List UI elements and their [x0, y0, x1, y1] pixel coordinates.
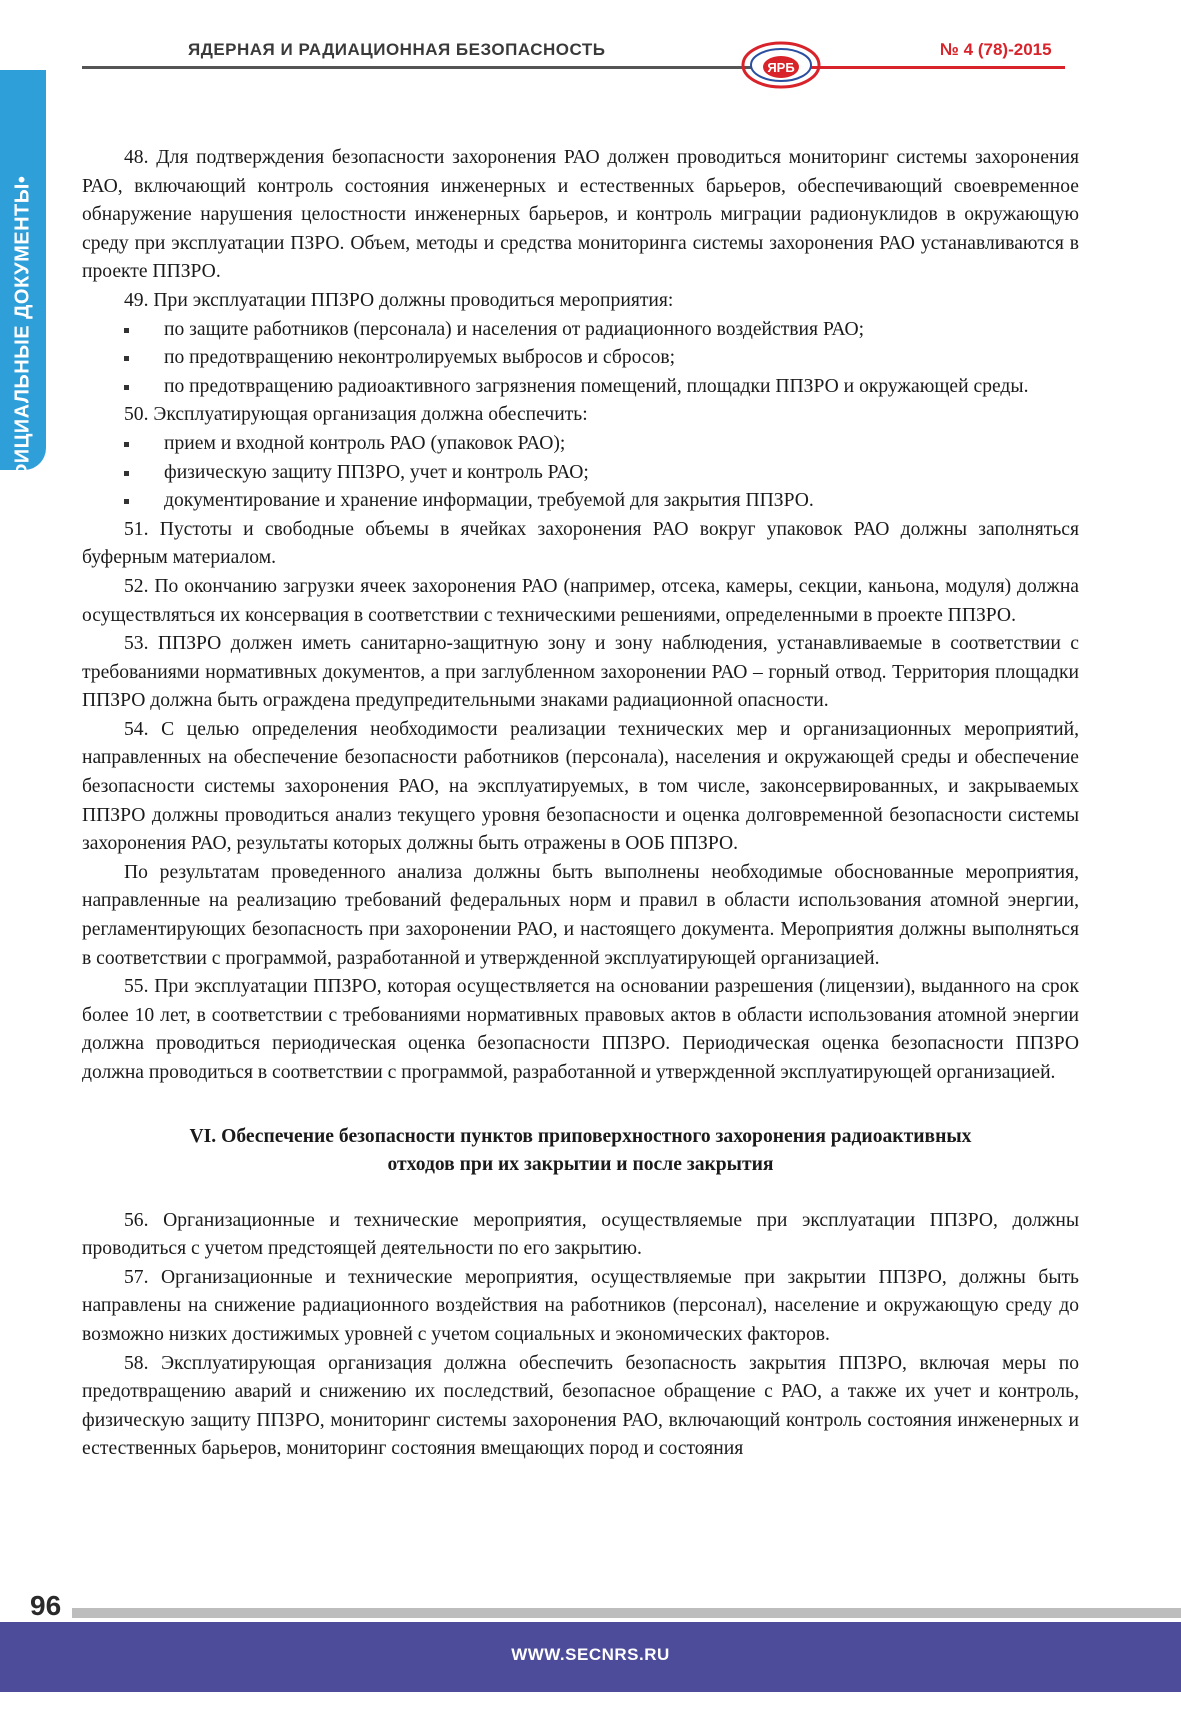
list-item: физическую защиту ППЗРО, учет и контроль РАО;: [82, 459, 1079, 488]
list-item: по предотвращению неконтролируемых выбросов и сбросов;: [82, 344, 1079, 373]
website-link[interactable]: WWW.SECNRS.RU: [511, 1645, 670, 1664]
logo-text: ЯРБ: [767, 60, 795, 75]
section-heading: [82, 1123, 1079, 1179]
side-tab-label: •ОФИЦИАЛЬНЫЕ ДОКУМЕНТЫ•: [11, 175, 34, 505]
header-divider-red: [810, 66, 1065, 69]
section-side-tab: [0, 70, 46, 505]
paragraph-53: 53. ППЗРО должен иметь санитарно-защитную зону и зону наблюдения, устанавливаемые в соответствии с требованиями нормативных документов, а при заглубленном захоронении РАО – горный отвод. Территория площадки ППЗРО должна быть ограждена предупредительными знаками радиационной опасности.: [82, 633, 1079, 712]
list-item: по предотвращению радиоактивного загрязнения помещений, площадки ППЗРО и окружающей среды.: [82, 373, 1079, 402]
page-number: 96: [30, 1590, 62, 1621]
paragraph-48: 48. Для подтверждения безопасности захоронения РАО должен проводиться мониторинг системы захоронения РАО, включающий контроль состояния инженерных и естественных барьеров, обеспечивающий своевременное обнаружение нарушения целостности инженерных барьеров, и контроль миграции радионуклидов в окружающую среду при эксплуатации ПЗРО. Объем, методы и средства мониторинга системы захоронения РАО устанавливаются в проекте ППЗРО.: [82, 147, 1079, 283]
paragraph-51: 51. Пустоты и свободные объемы в ячейках захоронения РАО вокруг упаковок РАО должны заполняться буферным материалом.: [82, 518, 1079, 569]
journal-title: ЯДЕРНАЯ И РАДИАЦИОННАЯ БЕЗОПАСНОСТЬ: [188, 40, 606, 59]
paragraph-54: 54. С целью определения необходимости реализации технических мер и организационных мероприятий, направленных на обеспечение безопасности работников (персонала), населения и окружающей среды и обеспечение безопасности системы захоронения РАО, на эксплуатируемых, в том числе, законсервированных, и закрываемых ППЗРО должны проводиться анализ текущего уровня безопасности и оценка долговременной безопасности системы захоронения РАО, результаты которых должны быть отражены в ООБ ППЗРО.: [82, 718, 1079, 855]
list-item: документирование и хранение информации, требуемой для закрытия ППЗРО.: [82, 487, 1079, 516]
section-heading-line-1: VI. Обеспечение безопасности пунктов приповерхностного захоронения радиоактивных: [189, 1125, 972, 1147]
paragraph-52: 52. По окончанию загрузки ячеек захоронения РАО (например, отсека, камеры, секции, каньона, модуля) должна осуществляться их консервация в соответствии с техническими решениями, определенными в проекте ППЗРО.: [82, 575, 1079, 626]
issue-number: № 4 (78)-2015: [940, 40, 1052, 59]
paragraph-50: 50. Эксплуатирующая организация должна обеспечить:: [124, 404, 588, 426]
document-body: [82, 144, 1079, 1464]
paragraph-57: 57. Организационные и технические мероприятия, осуществляемые при закрытии ППЗРО, должны быть направлены на снижение радиационного воздействия на работников (персонал), население и окружающую среду до возможно низких достижимых уровней с учетом социальных и экономических факторов.: [82, 1266, 1079, 1345]
list-item: прием и входной контроль РАО (упаковок РАО);: [82, 430, 1079, 459]
list-item: по защите работников (персонала) и населения от радиационного воздействия РАО;: [82, 316, 1079, 345]
paragraph-55: 55. При эксплуатации ППЗРО, которая осуществляется на основании разрешения (лицензии), выданного на срок более 10 лет, в соответствии с требованиями нормативных правовых актов в области использования атомной энергии должна проводиться периодическая оценка безопасности ППЗРО. Периодическая оценка безопасности ППЗРО должна проводиться в соответствии с программой, разработанной и утвержденной эксплуатирующей организацией.: [82, 976, 1079, 1083]
paragraph-54-continuation: По результатам проведенного анализа должны быть выполнены необходимые обоснованные мероприятия, направленные на реализацию требований федеральных норм и правил в области использования атомной энергии, регламентирующих безопасность при захоронении РАО, и настоящего документа. Мероприятия должны выполняться в соответствии с программой, разработанной и утвержденной эксплуатирующей организацией.: [82, 861, 1079, 969]
journal-logo: [740, 38, 822, 92]
paragraph-56: 56. Организационные и технические мероприятия, осуществляемые при эксплуатации ППЗРО, должны проводиться с учетом предстоящей деятельности по его закрытию.: [82, 1209, 1079, 1260]
paragraph-58: 58. Эксплуатирующая организация должна обеспечить безопасность закрытия ППЗРО, включая меры по предотвращению аварий и снижению их последствий, безопасное обращение с РАО, а также их учет и контроль, физическую защиту ППЗРО, мониторинг системы захоронения РАО, включающий контроль состояния инженерных и естественных барьеров, мониторинг состояния вмещающих пород и состояния: [82, 1352, 1079, 1460]
section-heading-line-2: отходов при их закрытии и после закрытия: [387, 1153, 774, 1175]
paragraph-49: 49. При эксплуатации ППЗРО должны проводиться мероприятия:: [124, 289, 674, 311]
header-divider: [82, 66, 752, 69]
footer-divider: [72, 1608, 1181, 1618]
